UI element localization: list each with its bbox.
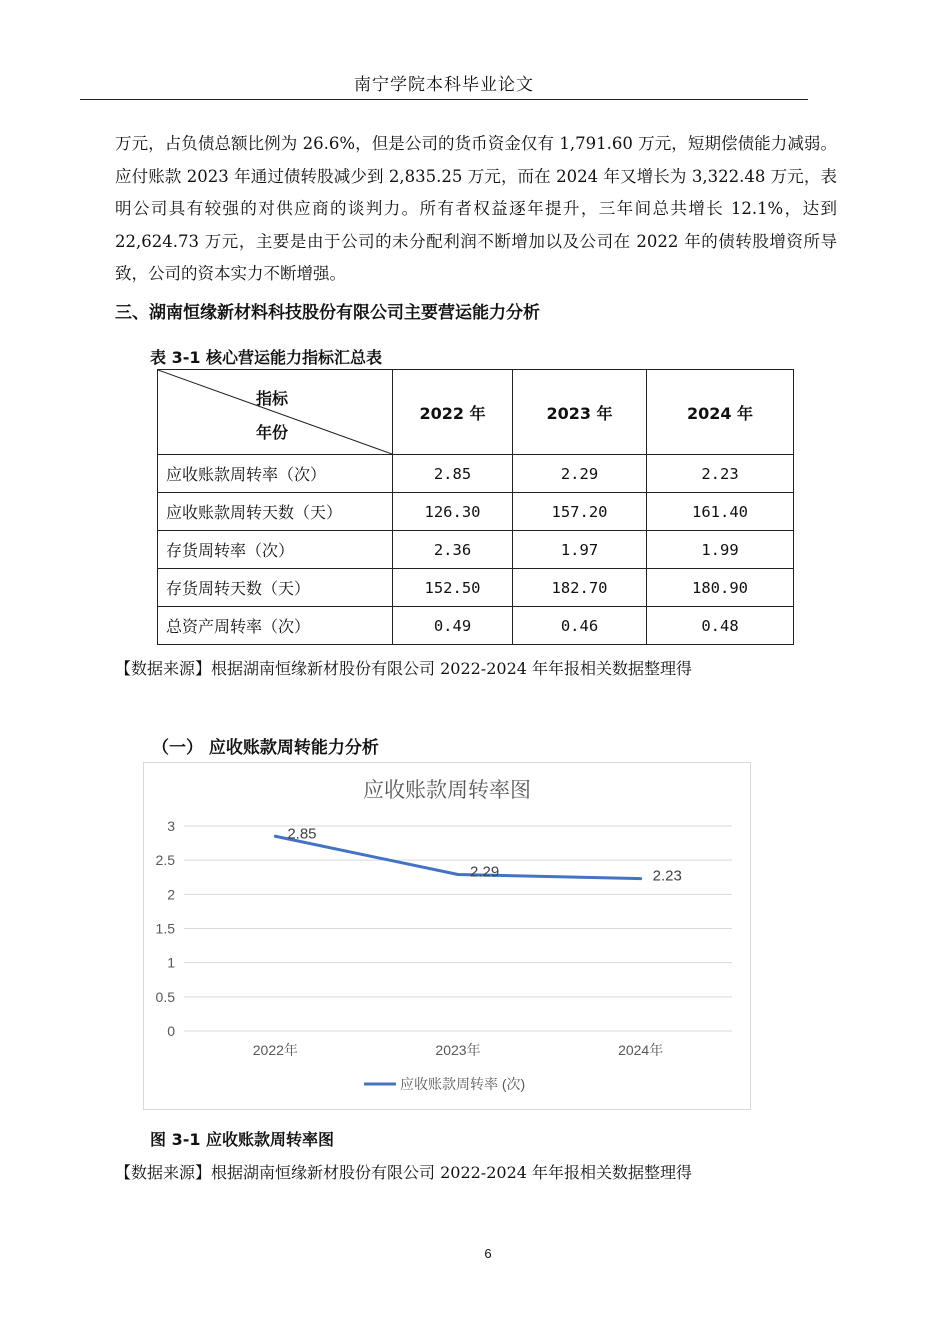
table-row [158,493,794,531]
table-cell: 1.99 [647,531,794,569]
chart-title: 应收账款周转率图 [363,779,531,802]
data-source-note: 【数据来源】根据湖南恒缘新材股份有限公司 2022-2024 年年报相关数据整理得 [115,1163,693,1182]
corner-label-indicator: 指标 [256,389,289,408]
data-label: 2.23 [652,867,682,885]
year-header: 2022 年 [393,370,513,455]
table-cell: 2.36 [393,531,513,569]
corner-label-year: 年份 [256,423,289,442]
table-caption: 表 3-1 核心营运能力指标汇总表 [150,348,383,367]
y-tick-label: 0.5 [155,988,175,1005]
table-cell: 2.23 [647,455,794,493]
table-cell: 0.48 [647,607,794,645]
y-tick-label: 3 [167,818,175,834]
sub-heading: （一） 应收账款周转能力分析 [152,738,379,758]
table-row [158,607,794,645]
row-label: 应收账款周转天数（天） [158,493,393,531]
chart-legend [364,1076,525,1092]
table-cell: 180.90 [647,569,794,607]
data-label-layer [287,825,682,884]
data-source-note: 【数据来源】根据湖南恒缘新材股份有限公司 2022-2024 年年报相关数据整理得 [115,659,693,678]
table-cell: 157.20 [513,493,647,531]
data-label: 2.85 [287,825,317,843]
y-tick-label: 0 [167,1023,175,1039]
data-point [457,873,460,876]
series-line [275,836,640,878]
table-cell: 182.70 [513,569,647,607]
row-label: 总资产周转率（次） [158,607,393,645]
table-cell: 161.40 [647,493,794,531]
indicator-table [157,369,794,645]
table-row [158,531,794,569]
table-cell: 0.49 [393,607,513,645]
table-cell: 126.30 [393,493,513,531]
y-tick-label: 1 [167,954,175,971]
row-label: 存货周转率（次） [158,531,393,569]
legend-label: 应收账款周转率 (次) [400,1076,526,1092]
data-point [639,877,642,880]
table-cell: 2.85 [393,455,513,493]
table-cell: 0.46 [513,607,647,645]
table-row [158,455,794,493]
y-tick-label: 2 [167,886,175,903]
x-tick-label: 2023年 [435,1042,481,1058]
table-cell: 152.50 [393,569,513,607]
data-label: 2.29 [470,863,500,881]
body-paragraph: 万元，占负债总额比例为 26.6%，但是公司的货币资金仅有 1,791.60 万元，短期偿债能力减弱。应付账款 2023 年通过债转股减少到 2,835.25 万元，而在 2024 年又增长为 3,322.48 万元，表明公司具有较强的对供应商的谈判力。所有者权益逐年提升，三年间总共增长 12.1%，达到 22,624.73 万元，主要是由于公司的未分配利润不断增加以及公司在 2022 年的债转股增资所导致，公司的资本实力不断增强。 [115,134,837,283]
table-cell: 2.29 [513,455,647,493]
chart-canvas [144,763,750,1109]
table-row [158,569,794,607]
table-header-row [158,370,794,455]
x-tick-label: 2024年 [618,1042,664,1058]
series-layer [274,835,642,880]
x-axis-ticks [253,1042,663,1058]
section-heading: 三、湖南恒缘新材料科技股份有限公司主要营运能力分析 [115,303,540,323]
page-number: 6 [484,1246,492,1261]
y-tick-label: 2.5 [155,852,175,869]
year-header: 2023 年 [513,370,647,455]
page-header-title: 南宁学院本科毕业论文 [354,75,534,95]
chart-gridlines [184,826,732,1031]
header-divider [80,99,808,100]
year-header: 2024 年 [647,370,794,455]
y-tick-label: 1.5 [155,920,175,937]
figure-caption: 图 3-1 应收账款周转率图 [150,1130,335,1149]
row-label: 存货周转天数（天） [158,569,393,607]
x-tick-label: 2022年 [252,1042,298,1058]
table-cell: 1.97 [513,531,647,569]
row-label: 应收账款周转率（次） [158,455,393,493]
y-axis-ticks [156,818,176,1039]
data-point [274,835,277,838]
table-corner-cell [158,370,393,455]
line-chart [143,762,751,1110]
